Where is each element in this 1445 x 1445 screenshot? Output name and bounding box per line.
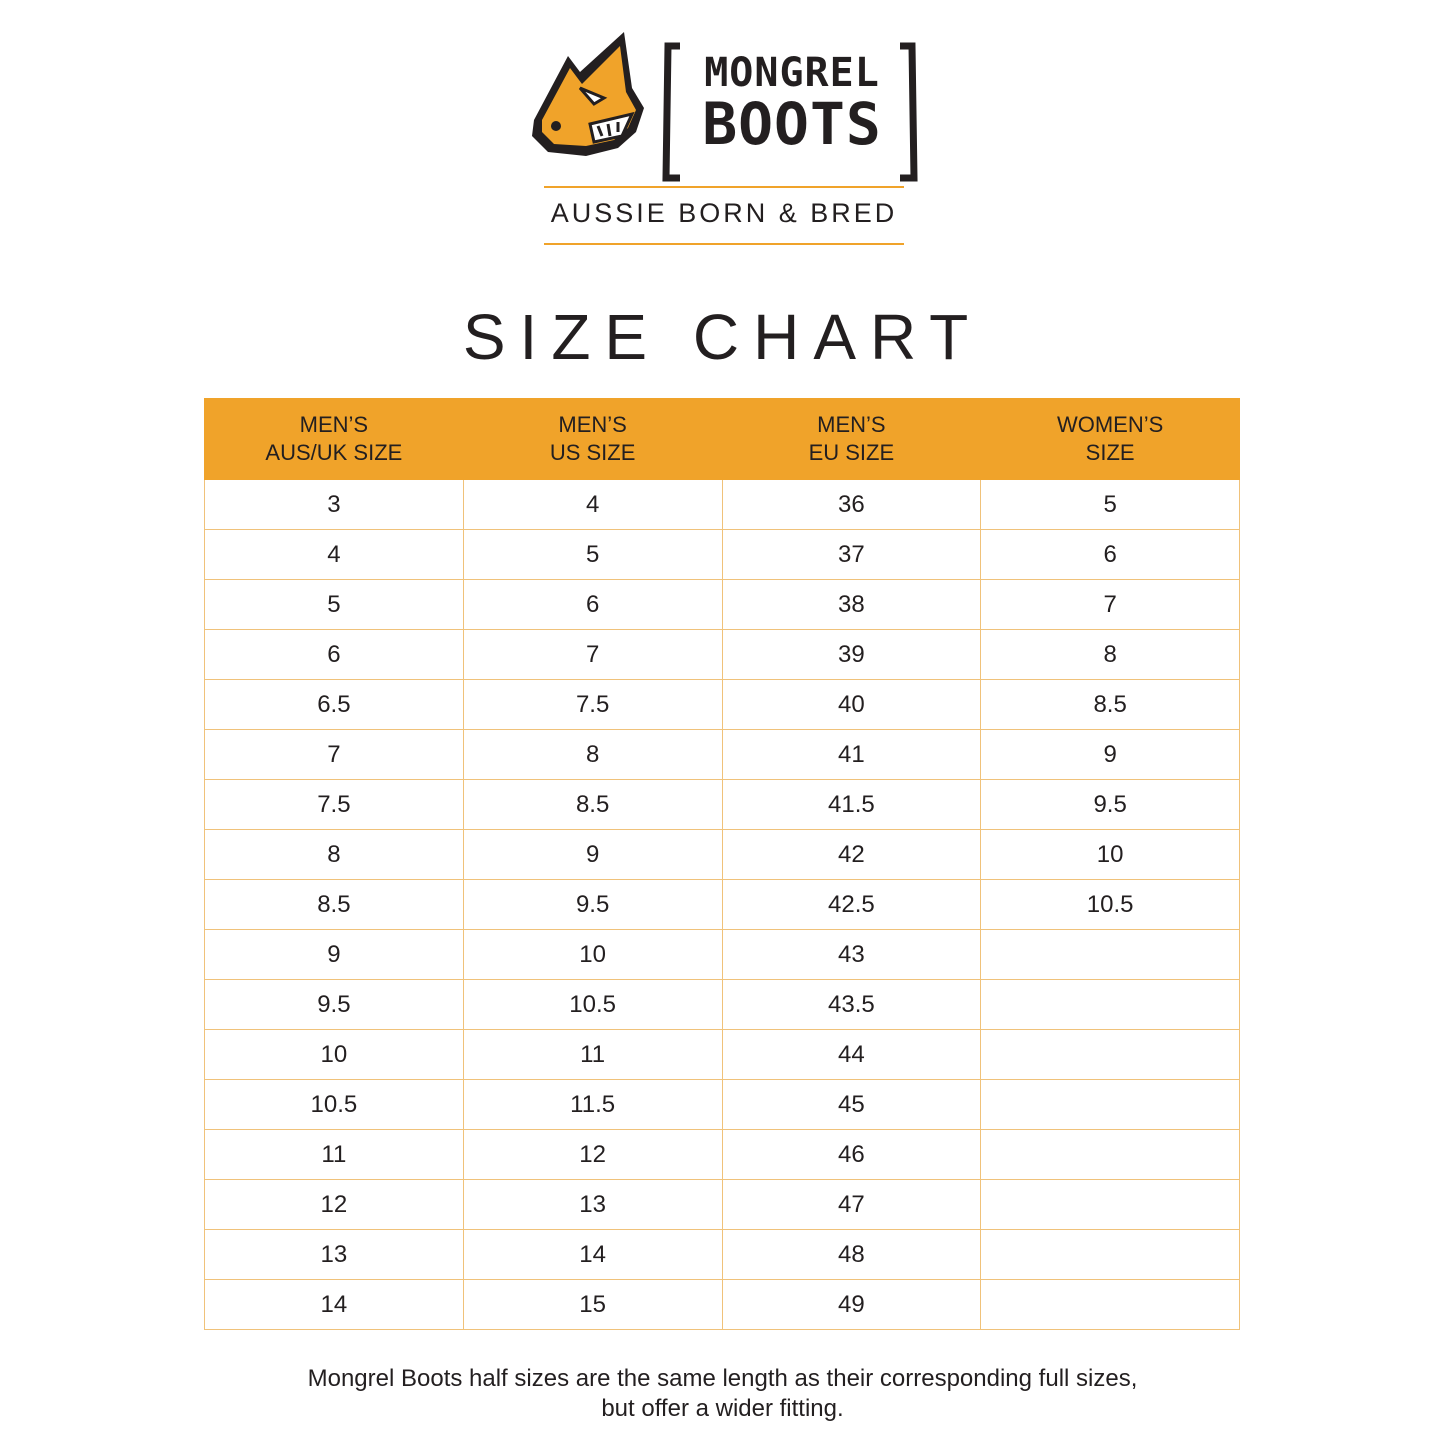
table-cell-mens-aus-uk-size: 8.5 [205,880,464,930]
column-header-line: EU SIZE [808,440,895,465]
table-row [205,1280,1240,1330]
table-cell-mens-us-size: 15 [463,1280,722,1330]
table-cell-womens-size [981,980,1240,1030]
table-cell-womens-size: 10 [981,830,1240,880]
table-cell-mens-us-size: 14 [463,1230,722,1280]
brand-name-line2: BOOTS [702,90,882,158]
table-cell-mens-eu-size: 47 [722,1180,981,1230]
table-cell-mens-us-size: 5 [463,530,722,580]
table-cell-mens-us-size: 9.5 [463,880,722,930]
table-row [205,780,1240,830]
table-cell-mens-aus-uk-size: 14 [205,1280,464,1330]
footnote-line-2: but offer a wider fitting. [601,1395,844,1422]
table-cell-mens-us-size: 13 [463,1180,722,1230]
table-cell-womens-size [981,1080,1240,1130]
table-cell-mens-aus-uk-size: 7 [205,730,464,780]
table-cell-mens-eu-size: 40 [722,680,981,730]
table-cell-mens-eu-size: 43 [722,930,981,980]
table-cell-mens-eu-size: 42 [722,830,981,880]
table-cell-mens-aus-uk-size: 10 [205,1030,464,1080]
table-cell-mens-eu-size: 36 [722,480,981,530]
column-header-line: SIZE [1085,440,1135,465]
table-cell-womens-size [981,1130,1240,1180]
table-row [205,730,1240,780]
table-body [205,480,1240,1330]
table-cell-mens-aus-uk-size: 6 [205,630,464,680]
table-cell-womens-size [981,930,1240,980]
table-cell-mens-us-size: 8 [463,730,722,780]
brand-tagline: AUSSIE BORN & BRED [550,198,898,228]
table-row [205,530,1240,580]
brand-logo [528,28,923,160]
table-cell-mens-us-size: 11 [463,1030,722,1080]
table-cell-mens-aus-uk-size: 13 [205,1230,464,1280]
table-row [205,1180,1240,1230]
table-row [205,1080,1240,1130]
tagline-rule-bottom [544,243,904,245]
size-chart-table [204,398,1240,1330]
table-cell-mens-us-size: 6 [463,580,722,630]
column-header-line: WOMEN’S [1056,412,1164,437]
table-cell-womens-size: 8.5 [981,680,1240,730]
table-cell-womens-size: 6 [981,530,1240,580]
table-cell-mens-aus-uk-size: 9.5 [205,980,464,1030]
table-cell-mens-eu-size: 39 [722,630,981,680]
table-cell-womens-size: 9.5 [981,780,1240,830]
table-cell-mens-us-size: 9 [463,830,722,880]
table-row [205,580,1240,630]
table-cell-mens-eu-size: 45 [722,1080,981,1130]
table-cell-mens-us-size: 10 [463,930,722,980]
column-header-womens-size [981,399,1240,480]
table-cell-mens-us-size: 7.5 [463,680,722,730]
table-cell-mens-aus-uk-size: 4 [205,530,464,580]
table-cell-womens-size [981,1230,1240,1280]
column-header-mens-eu-size [722,399,981,480]
table-cell-womens-size: 8 [981,630,1240,680]
table-row [205,980,1240,1030]
table-cell-womens-size [981,1180,1240,1230]
table-cell-womens-size [981,1030,1240,1080]
table-cell-mens-aus-uk-size: 8 [205,830,464,880]
table-row [205,680,1240,730]
table-row [205,830,1240,880]
column-header-mens-us-size [463,399,722,480]
table-cell-mens-aus-uk-size: 11 [205,1130,464,1180]
table-cell-mens-eu-size: 46 [722,1130,981,1180]
dog-head-icon [528,28,646,160]
table-cell-mens-us-size: 10.5 [463,980,722,1030]
table-cell-mens-aus-uk-size: 5 [205,580,464,630]
table-row [205,630,1240,680]
table-cell-mens-eu-size: 44 [722,1030,981,1080]
table-row [205,930,1240,980]
table-cell-mens-us-size: 11.5 [463,1080,722,1130]
table-cell-mens-aus-uk-size: 7.5 [205,780,464,830]
table-cell-womens-size: 9 [981,730,1240,780]
table-header-row [205,399,1240,480]
table-row [205,1130,1240,1180]
table-row [205,480,1240,530]
page-title: SIZE CHART [462,301,983,373]
brand-name-line1: MONGREL [704,50,880,96]
table-cell-mens-eu-size: 41 [722,730,981,780]
sizing-footnote [0,1364,1445,1424]
bracket-left-icon [660,42,682,182]
table-cell-mens-us-size: 8.5 [463,780,722,830]
table-cell-mens-eu-size: 42.5 [722,880,981,930]
table-row [205,1230,1240,1280]
table-cell-mens-aus-uk-size: 6.5 [205,680,464,730]
column-header-line: MEN’S [817,412,886,437]
table-cell-mens-aus-uk-size: 9 [205,930,464,980]
table-cell-mens-aus-uk-size: 10.5 [205,1080,464,1130]
table-row [205,1030,1240,1080]
table-cell-mens-us-size: 7 [463,630,722,680]
footnote-line-1: Mongrel Boots half sizes are the same length as their corresponding full sizes, [307,1365,1138,1392]
table-cell-mens-us-size: 12 [463,1130,722,1180]
column-header-mens-aus-uk-size [205,399,464,480]
column-header-line: US SIZE [549,440,636,465]
table-cell-womens-size: 10.5 [981,880,1240,930]
table-cell-mens-aus-uk-size: 12 [205,1180,464,1230]
table-cell-mens-aus-uk-size: 3 [205,480,464,530]
table-cell-womens-size [981,1280,1240,1330]
table-row [205,880,1240,930]
table-cell-mens-us-size: 4 [463,480,722,530]
table-cell-womens-size: 7 [981,580,1240,630]
bracket-right-icon [898,42,920,182]
column-header-line: MEN’S [299,412,369,437]
table-cell-mens-eu-size: 37 [722,530,981,580]
table-cell-mens-eu-size: 43.5 [722,980,981,1030]
column-header-line: AUS/UK SIZE [265,440,403,465]
table-cell-mens-eu-size: 38 [722,580,981,630]
table-cell-mens-eu-size: 48 [722,1230,981,1280]
table-cell-mens-eu-size: 41.5 [722,780,981,830]
table-cell-mens-eu-size: 49 [722,1280,981,1330]
table-cell-womens-size: 5 [981,480,1240,530]
tagline-rule-top [544,186,904,188]
column-header-line: MEN’S [558,412,627,437]
